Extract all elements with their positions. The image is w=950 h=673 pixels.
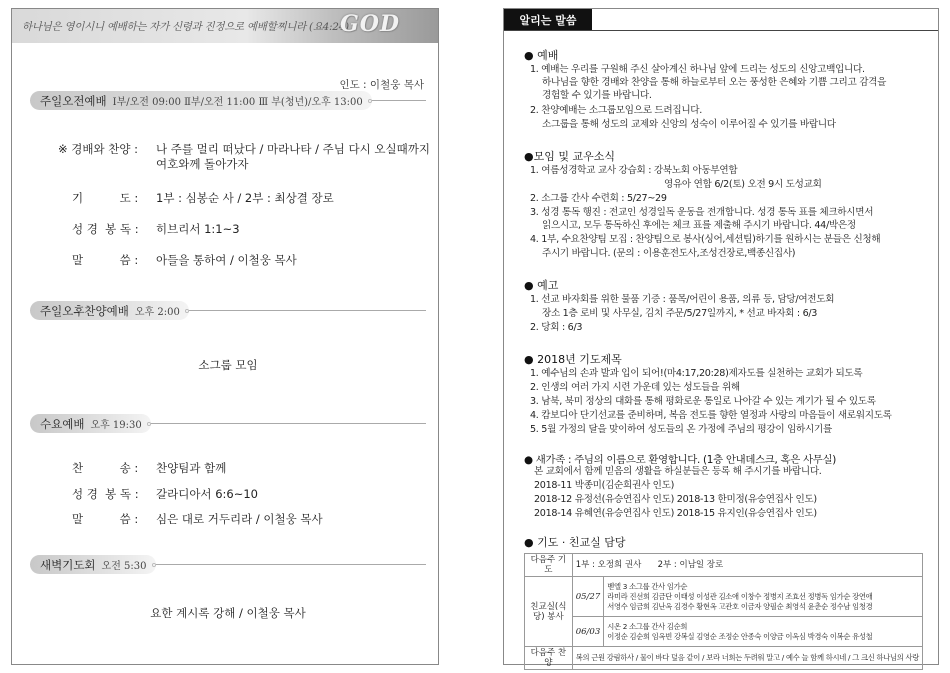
table-row bbox=[525, 647, 923, 670]
preview-line: 2. 당회 : 6/3 bbox=[530, 322, 583, 333]
scripture-label: 성 경 봉 독 : bbox=[72, 222, 139, 236]
section-dawn-prayer bbox=[30, 555, 156, 574]
preview-heading: ● 예고 bbox=[524, 279, 559, 292]
scripture-value: 히브리서 1:1~3 bbox=[156, 222, 240, 236]
prayer-topic-line: 4. 캄보디아 단기선교를 준비하며, 복음 전도를 향한 열정과 사랑의 마음들이 새로워지도록 bbox=[530, 410, 892, 421]
meetings-line: 읽으시고, 모두 통독하신 후에는 체크 표를 제출해 주시기 바랍니다. 44/박은정 bbox=[542, 220, 856, 231]
new-family-line: 2018-11 박종미(김순희권사 인도) bbox=[534, 480, 675, 491]
duty-team-cell bbox=[604, 617, 923, 647]
duty-team-members: 라미라 진선희 김금단 이태성 이성관 김소애 이창수 정병지 조효선 정병독 임가순 장연애 bbox=[607, 591, 873, 601]
hymn-value: 찬양팀과 함께 bbox=[156, 461, 227, 475]
new-family-line: 2018-14 유혜연(유승연집사 인도) 2018-15 유지인(유승연집사 인도) bbox=[534, 508, 817, 519]
worship-leader: 인도 : 이철웅 목사 bbox=[339, 79, 424, 91]
table-row bbox=[525, 554, 923, 577]
new-family-line: 2018-12 유정선(유승연집사 인도) 2018-13 한미정(유승연집사 인도) bbox=[534, 494, 817, 505]
prayer-value: 1부 : 심봉순 사 / 2부 : 최상결 장로 bbox=[156, 191, 334, 205]
prayer-label: 기 도 : bbox=[72, 191, 139, 205]
praise-row bbox=[58, 141, 428, 171]
section-title: 새벽기도회 bbox=[40, 557, 96, 572]
section-wednesday bbox=[30, 414, 151, 433]
section-time: 오후 19:30 bbox=[90, 420, 142, 431]
dot-icon bbox=[368, 99, 372, 103]
table-row bbox=[525, 577, 923, 617]
duty-team-members: 서영수 임금희 김난옥 김경수 황현옥 고관호 이금자 양필순 최영석 윤춘순 정수남 임청경 bbox=[607, 601, 873, 611]
preview-line: 1. 선교 바자회를 위한 물품 기증 : 품목/어린이 용품, 의류 등, 담당/여전도회 bbox=[530, 294, 835, 305]
sermon-label: 말 씀 : bbox=[72, 512, 139, 526]
section-title: 수요예배 bbox=[40, 416, 85, 431]
prayer-topic-line: 5. 5월 가정의 달을 맞이하여 성도들의 온 가정에 주님의 평강이 임하시기를 bbox=[530, 424, 832, 435]
worship-line: 하나님을 향한 경배와 찬양을 통해 하늘로부터 오는 풍성한 은혜와 기쁨 그리고 감격을 bbox=[542, 77, 887, 88]
meetings-heading: ●모임 및 교우소식 bbox=[524, 150, 615, 163]
meetings-line: 1. 여름성경학교 교사 강습회 : 강북노회 아동부연합 bbox=[530, 165, 738, 176]
duty-table bbox=[524, 553, 923, 670]
next-prayer-label: 다음주 기도 bbox=[525, 554, 573, 577]
new-family-line: 본 교회에서 함께 믿음의 생활을 하실분들은 등록 해 주시기를 바랍니다. bbox=[534, 466, 822, 477]
next-prayer-value: 1부 : 오정희 권사 2부 : 이남일 장로 bbox=[572, 554, 922, 577]
prayer-topic-line: 3. 남북, 북미 정상의 대화를 통해 평화로운 통일로 나아갈 수 있는 계기가 될 수 있도록 bbox=[530, 396, 876, 407]
left-page bbox=[11, 8, 439, 665]
next-hymn-value: 복의 근원 강림하사 / 물이 바다 덮음 같이 / 보라 너희는 두려워 말고 / 예수 늘 함께 하시네 / 그 크신 하나님의 사랑 bbox=[572, 647, 922, 670]
sermon-value: 아들을 통하여 / 이철웅 목사 bbox=[156, 253, 297, 267]
table-row bbox=[525, 617, 923, 647]
duty-team-leader: 시온 2 소그룹 간사 김순희 bbox=[607, 621, 688, 631]
meetings-line: 2. 소그룹 간사 수련회 : 5/27~29 bbox=[530, 193, 667, 204]
worship-line: 1. 예배는 우리를 구원해 주신 살아계신 하나님 앞에 드리는 성도의 신앙고백입니다. bbox=[530, 64, 865, 75]
duty-team-leader: 벧엘 3 소그룹 간사 임가순 bbox=[607, 581, 688, 591]
prayer-topic-line: 2. 인생의 여러 가지 시련 가운데 있는 성도들을 위해 bbox=[530, 382, 740, 393]
fellowship-label: 친교실(식당) 봉사 bbox=[525, 577, 573, 647]
section-title: 주일오전예배 bbox=[40, 93, 107, 108]
right-page bbox=[503, 8, 939, 668]
worship-line: 2. 찬양예배는 소그룹모임으로 드려집니다. bbox=[530, 105, 703, 116]
praise-value-2: 여호와께 돌아가자 bbox=[156, 157, 249, 171]
section-time: Ⅰ부/오전 09:00 Ⅱ부/오전 11:00 Ⅲ 부(청년)/오후 13:00 bbox=[112, 97, 363, 108]
section-title: 주일오후찬양예배 bbox=[40, 303, 129, 318]
section-sunday-morning bbox=[30, 91, 372, 110]
section-time: 오후 2:00 bbox=[134, 307, 180, 318]
dawn-prayer-text: 요한 계시록 강해 / 이철웅 목사 bbox=[150, 606, 306, 620]
preview-line: 장소 1층 로비 및 사무실, 김치 주문/5/27일까지, * 선교 바자회 : 6/3 bbox=[542, 308, 818, 319]
prayer-topic-line: 1. 예수님의 손과 발과 입이 되어!(마4:17,20:28)제자도를 실천하는 교회가 되도록 bbox=[530, 368, 863, 379]
meetings-line: 4. 1부, 수요찬양팀 모집 : 찬양팀으로 봉사(싱어,세션팀)하기를 원하시는 분들은 신청해 bbox=[530, 234, 881, 245]
notice-tab: 알리는 말씀 bbox=[504, 9, 592, 30]
praise-value: 나 주를 멀리 떠났다 / 마라나타 / 주님 다시 오실때까지 bbox=[156, 142, 430, 156]
praise-label: ※ 경배와 찬양 : bbox=[58, 142, 139, 156]
prayer-topics-heading: ● 2018년 기도제목 bbox=[524, 353, 622, 366]
worship-line: 경험할 수 있기를 바랍니다. bbox=[542, 90, 652, 101]
next-hymn-label: 다음주 찬양 bbox=[525, 647, 573, 670]
duty-date: 06/03 bbox=[572, 617, 604, 647]
duty-team-cell bbox=[604, 577, 923, 617]
meetings-line: 주시기 바랍니다. (문의 : 이용훈전도사,조성건장로,백종신집사) bbox=[542, 248, 796, 259]
section-time: 오전 5:30 bbox=[101, 561, 147, 572]
dot-icon bbox=[185, 309, 189, 313]
sermon-value: 심은 대로 거두리라 / 이철웅 목사 bbox=[156, 512, 323, 526]
section-sunday-afternoon bbox=[30, 301, 189, 320]
duty-heading: ● 기도 · 친교실 담당 bbox=[524, 536, 626, 549]
banner-verse: 하나님은 영이시니 예배하는 자가 신령과 진정으로 예배할찌니라 (요4:24) bbox=[22, 21, 349, 33]
worship-heading: ● 예배 bbox=[524, 49, 559, 62]
scripture-label: 성 경 봉 독 : bbox=[72, 487, 139, 501]
duty-date: 05/27 bbox=[572, 577, 604, 617]
meetings-line: 영유아 연합 6/2(토) 오전 9시 도성교회 bbox=[664, 179, 822, 190]
new-family-heading: ● 새가족 : 주님의 이름으로 환영합니다. (1층 안내데스크, 혹은 사무실) bbox=[524, 454, 836, 466]
notice-rule bbox=[504, 30, 938, 31]
small-group-text: 소그룹 모임 bbox=[198, 358, 258, 372]
hymn-label: 찬 송 : bbox=[72, 461, 139, 475]
verse-banner bbox=[12, 9, 438, 43]
dot-icon bbox=[147, 422, 151, 426]
meetings-line: 3. 성경 통독 행진 : 전교인 성경일독 운동을 전개합니다. 성경 통독 표를 체크하시면서 bbox=[530, 207, 874, 218]
sermon-label: 말 씀 : bbox=[72, 253, 139, 267]
dot-icon bbox=[152, 563, 156, 567]
scripture-value: 갈라디아서 6:6~10 bbox=[156, 487, 258, 501]
worship-line: 소그룹을 통해 성도의 교제와 신앙의 성숙이 이루어질 수 있기를 바랍니다 bbox=[542, 119, 836, 130]
duty-team-members: 이정순 김순희 임옥빈 강복실 김영순 조정순 안종숙 이양금 이옥심 박경숙 이복순 유성철 bbox=[607, 631, 873, 641]
god-logo: GOD bbox=[339, 11, 400, 37]
